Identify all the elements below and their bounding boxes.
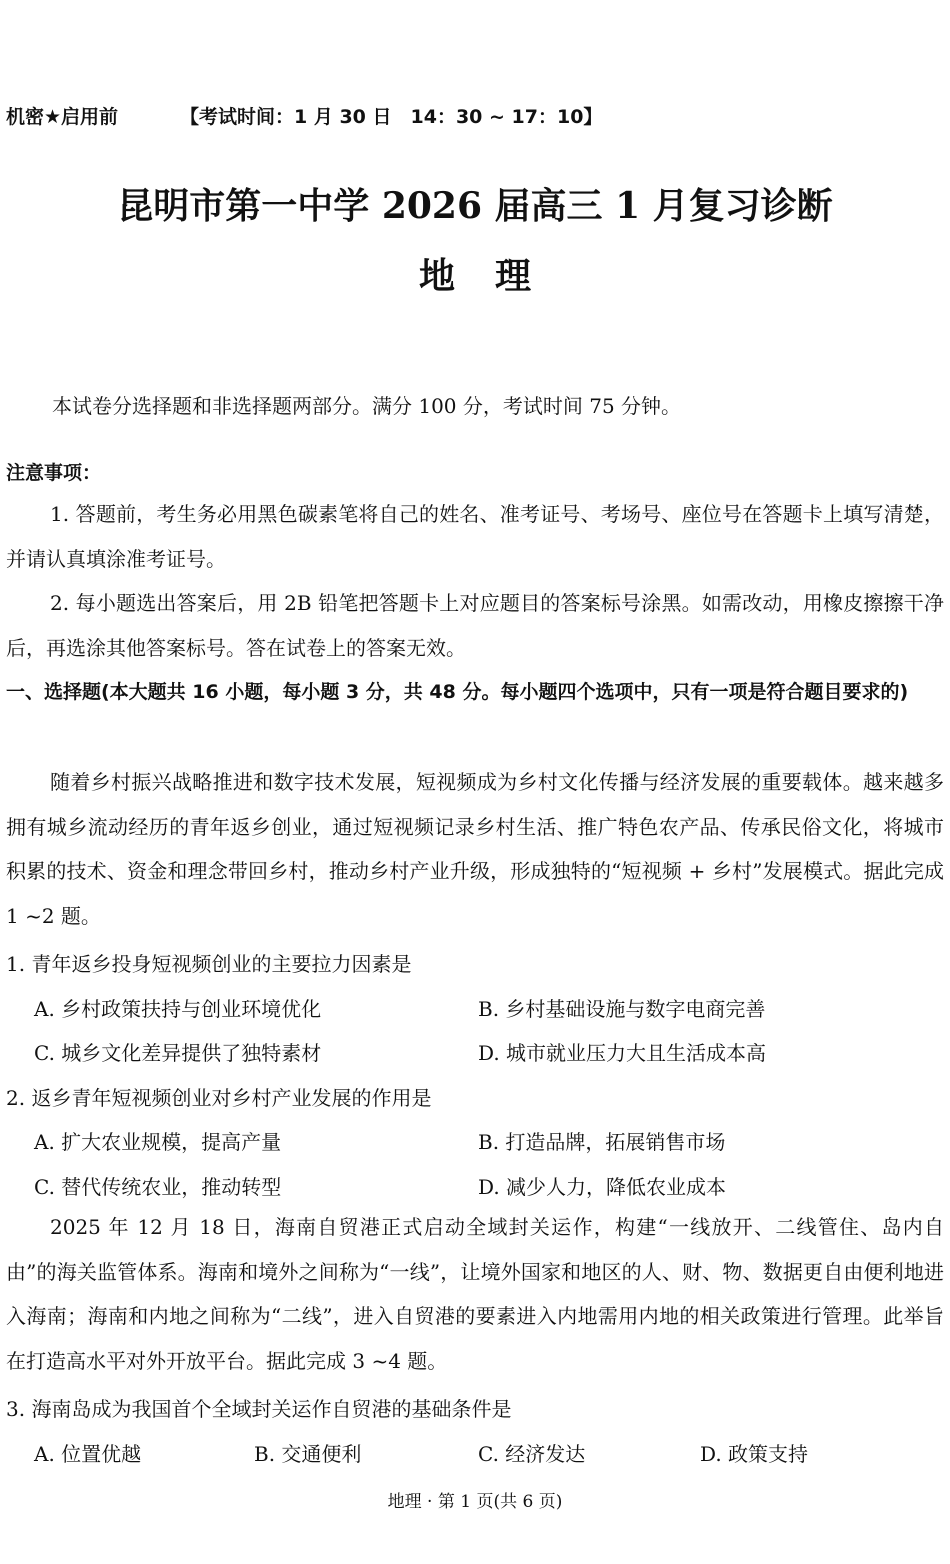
question-2-option-c[interactable]: C. 替代传统农业，推动转型 <box>34 1175 282 1199</box>
notes-heading: 注意事项： <box>6 462 102 484</box>
question-2-stem: 2. 返乡青年短视频创业对乡村产业发展的作用是 <box>6 1086 432 1110</box>
notes-item-2: 2. 每小题选出答案后，用 2B 铅笔把答题卡上对应题目的答案标号涂黑。如需改动，用橡皮擦擦干净后，再选涂其他答案标号。答在试卷上的答案无效。 <box>6 591 944 660</box>
exam-time: 【考试时间：1 月 30 日 14：30 ~ 17：10】 <box>180 106 603 128</box>
passage-2: 2025 年 12 月 18 日，海南自贸港正式启动全域封关运作，构建“一线放开、二线管住、岛内自由”的海关监管体系。海南和境外之间称为“一线”，让境外国家和地区的人、财、物、数据更自由便利地进入海南；海南和内地之间称为“二线”，进入自贸港的要素进入内地需用内地的相关政策进行管理。此举旨在打造高水平对外开放平台。据此完成 3 ~4 题。 <box>6 1215 944 1373</box>
question-2-option-d[interactable]: D. 减少人力，降低农业成本 <box>478 1175 727 1199</box>
question-2-option-a[interactable]: A. 扩大农业规模，提高产量 <box>34 1130 282 1154</box>
question-3-option-c[interactable]: C. 经济发达 <box>478 1442 586 1466</box>
page-footer: 地理 · 第 1 页(共 6 页) <box>387 1492 563 1512</box>
subject-title: 地理 <box>418 255 571 297</box>
question-3-stem: 3. 海南岛成为我国首个全域封关运作自贸港的基础条件是 <box>6 1397 512 1421</box>
confidential-label: 机密★启用前 <box>6 106 119 128</box>
question-1-option-d[interactable]: D. 城市就业压力大且生活成本高 <box>478 1041 767 1065</box>
question-1-option-c[interactable]: C. 城乡文化差异提供了独特素材 <box>34 1041 322 1065</box>
question-1-option-a[interactable]: A. 乡村政策扶持与创业环境优化 <box>34 997 322 1021</box>
question-2-option-b[interactable]: B. 打造品牌，拓展销售市场 <box>478 1130 726 1154</box>
passage-1: 随着乡村振兴战略推进和数字技术发展，短视频成为乡村文化传播与经济发展的重要载体。越来越多拥有城乡流动经历的青年返乡创业，通过短视频记录乡村生活、推广特色农产品、传承民俗文化，将城市积累的技术、资金和理念带回乡村，推动乡村产业升级，形成独特的“短视频 + 乡村”发展模式。据此完成 1 ~2 题。 <box>6 770 944 928</box>
question-3-option-b[interactable]: B. 交通便利 <box>254 1442 362 1466</box>
intro-text: 本试卷分选择题和非选择题两部分。满分 100 分，考试时间 75 分钟。 <box>52 394 682 418</box>
question-1-stem: 1. 青年返乡投身短视频创业的主要拉力因素是 <box>6 952 412 976</box>
notes-item-1: 1. 答题前，考生务必用黑色碳素笔将自己的姓名、准考证号、考场号、座位号在答题卡上填写清楚，并请认真填涂准考证号。 <box>6 502 944 571</box>
question-3-option-d[interactable]: D. 政策支持 <box>700 1442 809 1466</box>
question-3-option-a[interactable]: A. 位置优越 <box>34 1442 142 1466</box>
question-1-option-b[interactable]: B. 乡村基础设施与数字电商完善 <box>478 997 766 1021</box>
page-title: 昆明市第一中学 2026 届高三 1 月复习诊断 <box>117 185 833 227</box>
section-heading: 一、选择题(本大题共 16 小题，每小题 3 分，共 48 分。每小题四个选项中，只有一项是符合题目要求的) <box>6 681 909 703</box>
